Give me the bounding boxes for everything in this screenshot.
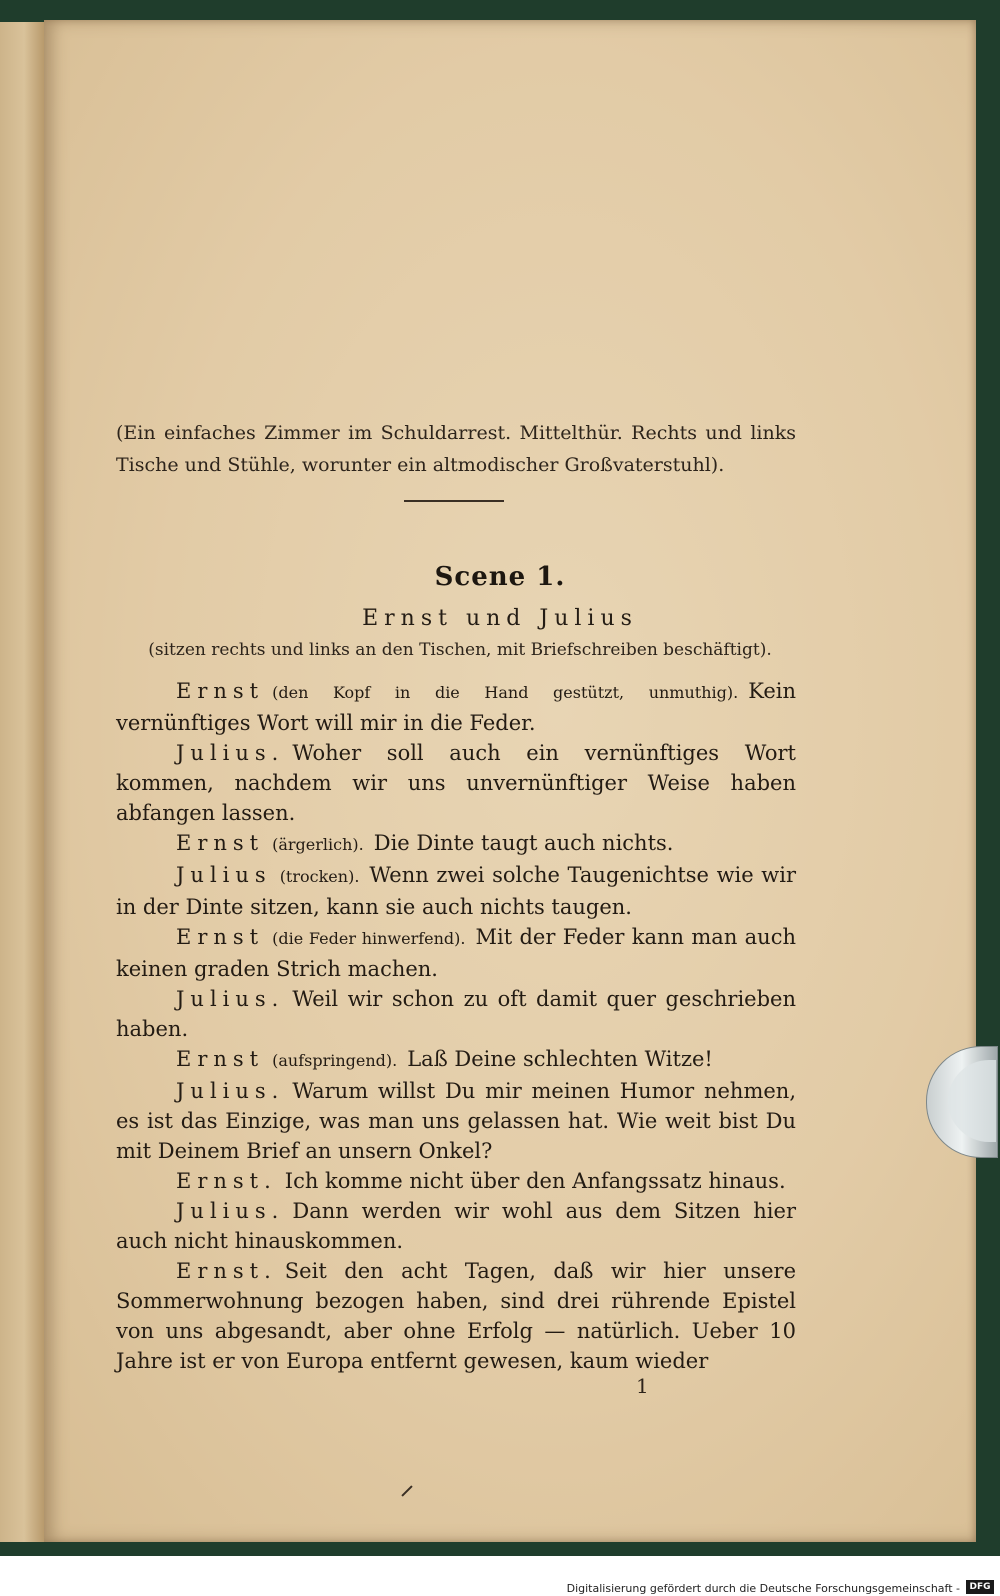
- scene-cast: Ernst und Julius: [362, 606, 638, 631]
- dialogue-text: Weil wir schon zu oft damit quer geschrieben haben.: [116, 987, 796, 1041]
- stage-note: (die Feder hinwerfend).: [272, 929, 466, 948]
- dialogue-line: [116, 922, 796, 984]
- footer-credit: Digitalisierung gefördert durch die Deutsche Forschungsgemeinschaft -: [566, 1582, 960, 1595]
- dialogue-block: [116, 676, 796, 1376]
- left-page-edge: [0, 22, 46, 1542]
- speaker-name: Julius: [176, 863, 272, 887]
- speaker-name: Ernst.: [176, 1169, 277, 1193]
- page-number: 1: [636, 1374, 649, 1398]
- speaker-name: Ernst: [176, 831, 265, 855]
- scene-title: Scene 1.: [434, 562, 566, 592]
- stage-direction: (Ein einfaches Zimmer im Schuldarrest. Mittelthür. Rechts und links Tische und Stühle, worunter ein altmodischer Großvaterstuhl).: [116, 422, 796, 476]
- dfg-logo: DFG: [966, 1580, 994, 1594]
- dialogue-line: [116, 1256, 796, 1376]
- dialogue-line: [116, 1044, 796, 1076]
- speaker-name: Julius.: [176, 987, 285, 1011]
- dialogue-text: Die Dinte taugt auch nichts.: [373, 831, 674, 855]
- stage-note: (aufspringend).: [272, 1051, 398, 1070]
- dialogue-text: Mit der Feder kann man auch keinen graden Strich machen.: [116, 925, 796, 981]
- dialogue-line: [116, 828, 796, 860]
- speaker-name: Julius.: [176, 741, 285, 765]
- dialogue-text: Warum willst Du mir meinen Humor nehmen, es ist das Einzige, was man uns gelassen hat. Wie weit bist Du mit Deinem Brief an unsern Onkel?: [116, 1079, 796, 1163]
- dialogue-text: Kein vernünftiges Wort will mir in die Feder.: [116, 679, 796, 735]
- stage-note: (den Kopf in die Hand gestützt, unmuthig).: [272, 683, 739, 702]
- dialogue-line: [116, 1076, 796, 1166]
- speaker-name: Ernst: [176, 1047, 265, 1071]
- speaker-name: Julius.: [176, 1199, 285, 1223]
- dialogue-line: [116, 676, 796, 738]
- dialogue-line: [116, 1196, 796, 1256]
- dialogue-text: Dann werden wir wohl aus dem Sitzen hier auch nicht hinauskommen.: [116, 1199, 796, 1253]
- speaker-name: Julius.: [176, 1079, 285, 1103]
- speaker-name: Ernst: [176, 925, 265, 949]
- dialogue-text: Laß Deine schlechten Witze!: [407, 1047, 713, 1071]
- speaker-name: Ernst.: [176, 1259, 277, 1283]
- dialogue-text: Ich komme nicht über den Anfangssatz hinaus.: [284, 1169, 786, 1193]
- dialogue-line: [116, 860, 796, 922]
- scene-cast-note: (sitzen rechts und links an den Tischen, mit Briefschreiben beschäftigt).: [148, 640, 772, 660]
- dialogue-text: Seit den acht Tagen, daß wir hier unsere Sommerwohnung bezogen haben, sind drei rührende Epistel von uns abgesandt, aber ohne Erfolg — natürlich. Ueber 10 Jahre ist er von Europa entfernt gewesen, kaum wieder: [116, 1259, 796, 1373]
- dialogue-line: [116, 738, 796, 828]
- stage-note: (ärgerlich).: [272, 835, 364, 854]
- stage-note: (trocken).: [279, 867, 360, 886]
- dialogue-line: [116, 984, 796, 1044]
- speaker-name: Ernst: [176, 679, 265, 703]
- divider-rule: [404, 500, 504, 502]
- dialogue-line: [116, 1166, 796, 1196]
- dialogue-text: Wenn zwei solche Taugenichtse wie wir in der Dinte sitzen, kann sie auch nichts taugen.: [116, 863, 796, 919]
- dialogue-text: Woher soll auch ein vernünftiges Wort kommen, nachdem wir uns unvernünftiger Weise haben abfangen lassen.: [116, 741, 796, 825]
